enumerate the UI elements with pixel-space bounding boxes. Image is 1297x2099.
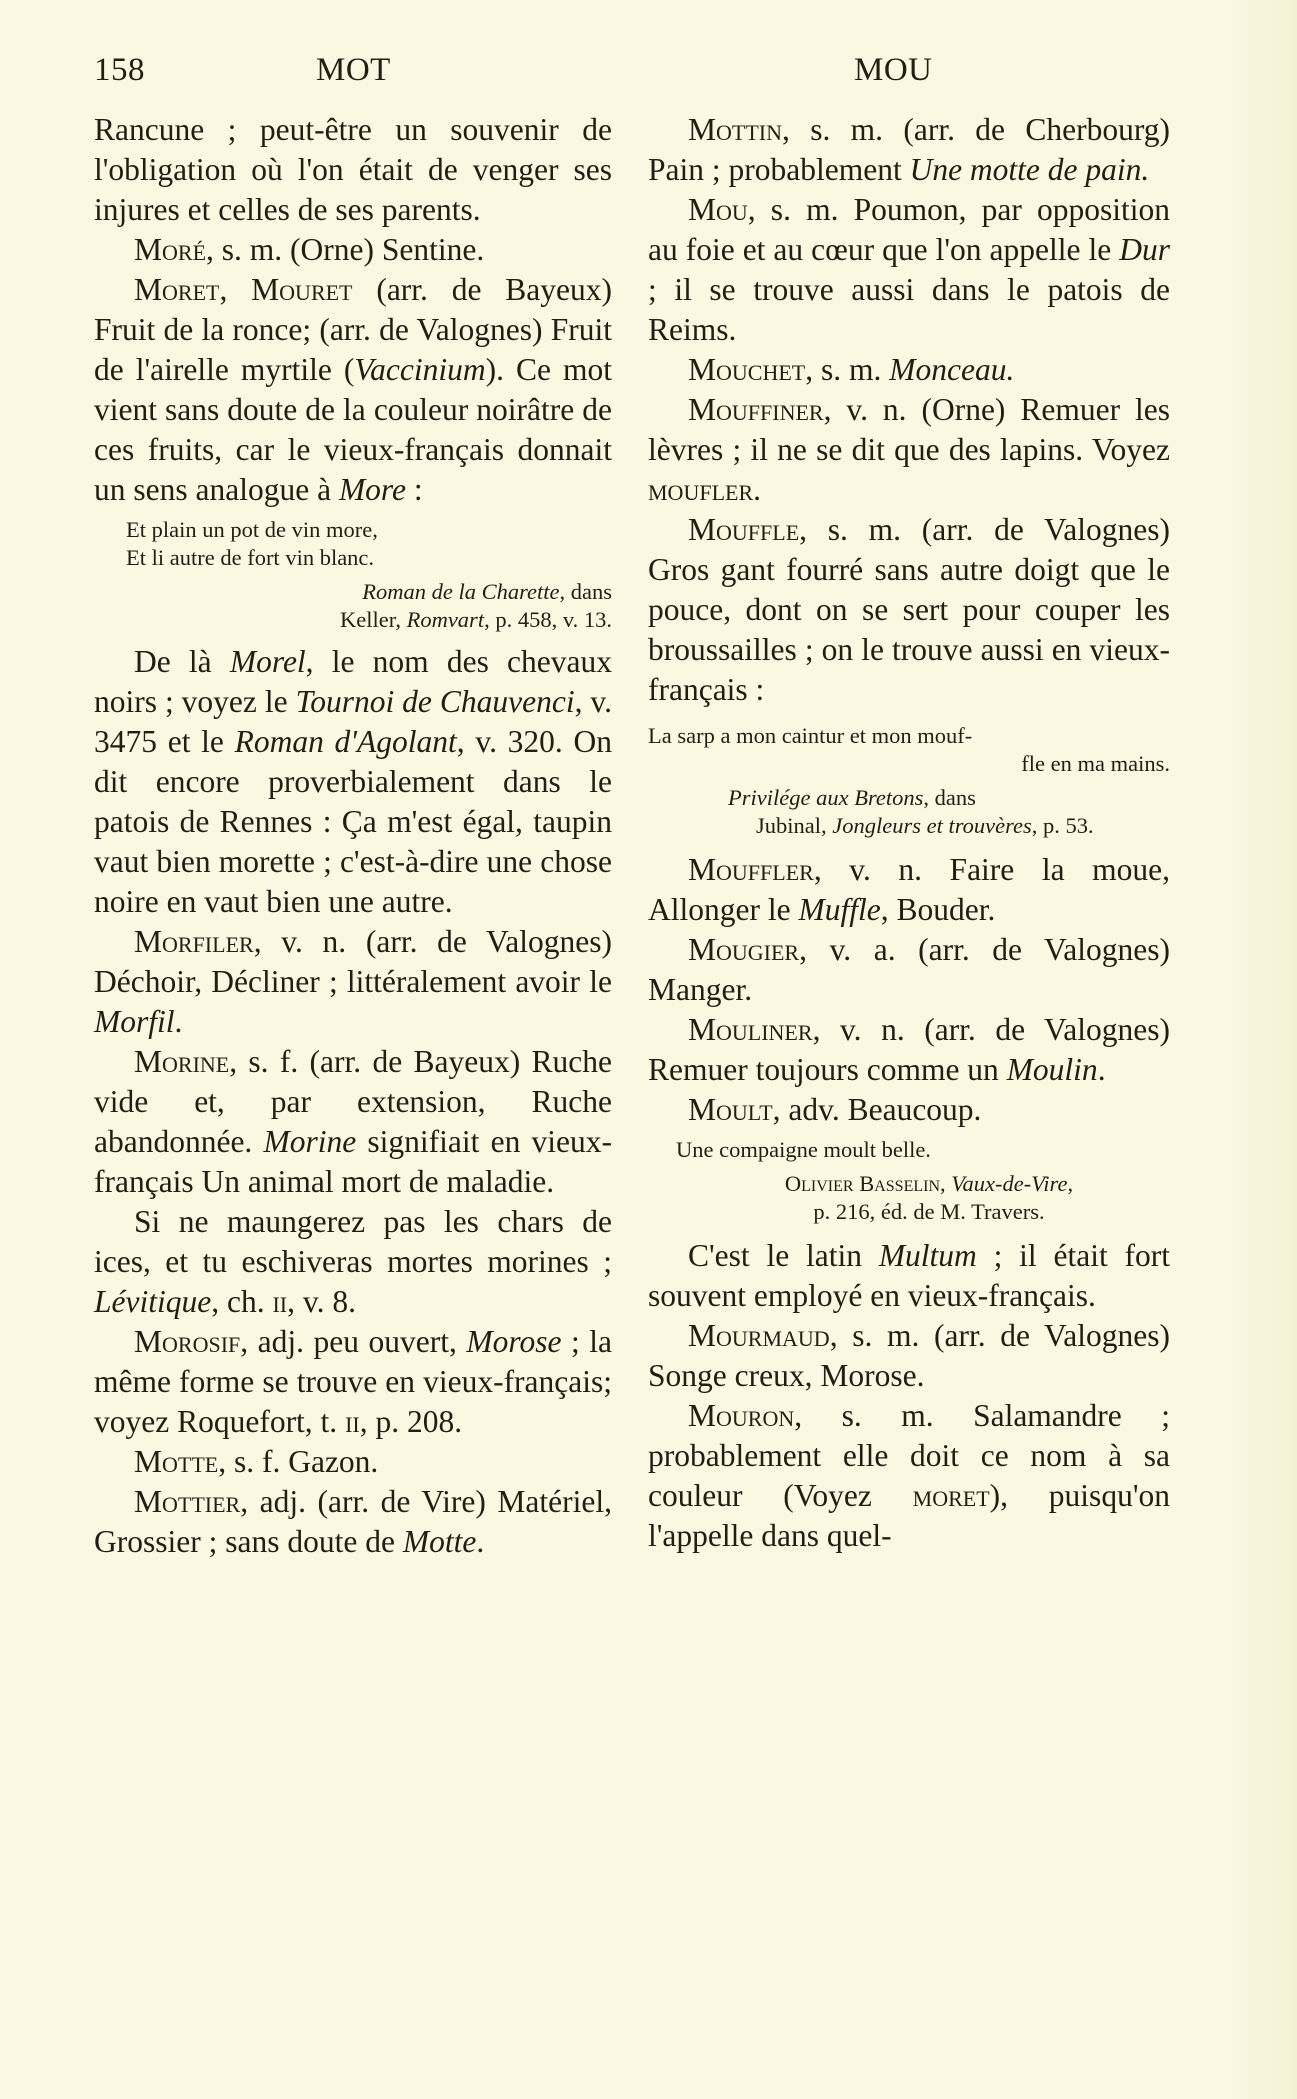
entry-moult: Moult, adv. Beaucoup. (688, 1092, 982, 1127)
headword: Moré (134, 232, 207, 267)
headword: Morine (134, 1044, 230, 1079)
headword: Mourmaud (688, 1318, 830, 1353)
entry-mourmaud: Mourmaud, s. m. (arr. de Valognes) Songe creux, Morose. (648, 1318, 1170, 1393)
entry-mouffle: Mouffle, s. m. (arr. de Valognes) Gros gant fourré sans autre doigt que le pouce, dont on se sert pour couper les broussailles ; on le trouve aussi en vieux-français : (648, 512, 1170, 707)
headword: Moret (134, 272, 220, 307)
headword: Mottier (134, 1484, 241, 1519)
entry-more: Moré, s. m. (Orne) Sentine. (134, 232, 485, 267)
headword: Mouchet (688, 352, 806, 387)
verse-quotation: Et plain un pot de vin more, Et li autre de fort vin blanc. (126, 517, 378, 570)
entry-motte: Motte, s. f. Gazon. (134, 1444, 379, 1479)
continued-entry-text: Rancune ; peut-être un souvenir de l'obligation où l'on était de venger ses injures et celles de ses parents. (94, 112, 612, 227)
entry-morine: Morine, s. f. (arr. de Bayeux) Ruche vide et, par extension, Ruche abandonnée. Morine signifiait en vieux-français Un animal mort de maladie. (94, 1044, 612, 1199)
verse-quotation: Une compaigne moult belle. (676, 1137, 931, 1162)
entry-moret: Moret, Mouret (arr. de Bayeux) Fruit de la ronce; (arr. de Valognes) Fruit de l'airelle myrtile (Vaccinium). Ce mot vient sans doute de la couleur noirâtre de ces fruits, car le vieux-français donnait un sens analogue à More : (94, 272, 613, 507)
page-edge-shadow (1227, 0, 1297, 2099)
entry-mou: Mou, s. m. Poumon, par opposition au foie et au cœur que l'on appelle le Dur ; il se trouve aussi dans le patois de Reims. (648, 192, 1170, 347)
headword: Mouffiner (688, 392, 824, 427)
running-head-right: MOU (854, 52, 933, 88)
verse-quotation: La sarp a mon caintur et mon mouf- fle en ma mains. (648, 723, 1170, 776)
headword: Mougier (688, 932, 800, 967)
headword: Mottin (688, 112, 782, 147)
entry-mottier: Mottier, adj. (arr. de Vire) Matériel, Grossier ; sans doute de Motte. (94, 1484, 612, 1559)
entry-morosif: Morosif, adj. peu ouvert, Morose ; la même forme se trouve en vieux-français; voyez Roquefort, t. ii, p. 208. (94, 1324, 612, 1439)
paragraph-morel: De là Morel, le nom des chevaux noirs ; voyez le Tournoi de Chauvenci, v. 3475 et le Roman d'Agolant, v. 320. On dit encore proverbialement dans le patois de Rennes : Ça m'est égal, taupin vaut bien morette ; c'est-à-dire une chose noire en vaut bien une autre. (94, 644, 613, 919)
headword: Mou (688, 192, 748, 227)
entry-mouffler: Mouffler, v. n. Faire la moue, Allonger le Muffle, Bouder. (648, 852, 1170, 927)
right-column (648, 110, 1170, 1556)
entry-mouron: Mouron, s. m. Salamandre ; probablement elle doit ce nom à sa couleur (Voyez moret), puisqu'on l'appelle dans quel- (648, 1398, 1170, 1553)
headword: Mouron (688, 1398, 795, 1433)
citation: Roman de la Charette, dans Keller, Romvart, p. 458, v. 13. (340, 579, 612, 632)
entry-mottin: Mottin, s. m. (arr. de Cherbourg) Pain ; probablement Une motte de pain. (648, 112, 1170, 187)
running-head-left: MOT (316, 52, 391, 88)
entry-mouffiner: Mouffiner, v. n. (Orne) Remuer les lèvres ; il ne se dit que des lapins. Voyez moufler. (648, 392, 1170, 507)
entry-mougier: Mougier, v. a. (arr. de Valognes) Manger. (648, 932, 1170, 1007)
entry-morfiler: Morfiler, v. n. (arr. de Valognes) Déchoir, Décliner ; littéralement avoir le Morfil. (94, 924, 612, 1039)
headword: Mouliner (688, 1012, 813, 1047)
cross-reference: moret (912, 1478, 990, 1513)
citation: Olivier Basselin, Vaux-de-Vire, p. 216, éd. de M. Travers. (784, 1171, 1074, 1224)
entry-mouchet: Mouchet, s. m. Monceau. (688, 352, 1015, 387)
entry-mouliner: Mouliner, v. n. (arr. de Valognes) Remuer toujours comme un Moulin. (648, 1012, 1170, 1087)
headword: Morfiler (134, 924, 254, 959)
headword: Mouffle (688, 512, 800, 547)
headword: Mouret (251, 272, 353, 307)
paragraph-multum: C'est le latin Multum ; il était fort souvent employé en vieux-français. (648, 1238, 1170, 1313)
quotation-levitique: Si ne maungerez pas les chars de ices, et tu eschiveras mortes morines ; Lévitique, ch. ii, v. 8. (94, 1204, 612, 1319)
citation: Privilége aux Bretons, dans Jubinal, Jongleurs et trouvères, p. 53. (728, 785, 1094, 838)
headword: Moult (688, 1092, 773, 1127)
cross-reference: moufler (648, 472, 754, 507)
headword: Morosif (134, 1324, 241, 1359)
left-column (94, 110, 612, 1562)
headword: Mouffler (688, 852, 814, 887)
headword: Motte (134, 1444, 219, 1479)
page-number: 158 (94, 52, 145, 88)
